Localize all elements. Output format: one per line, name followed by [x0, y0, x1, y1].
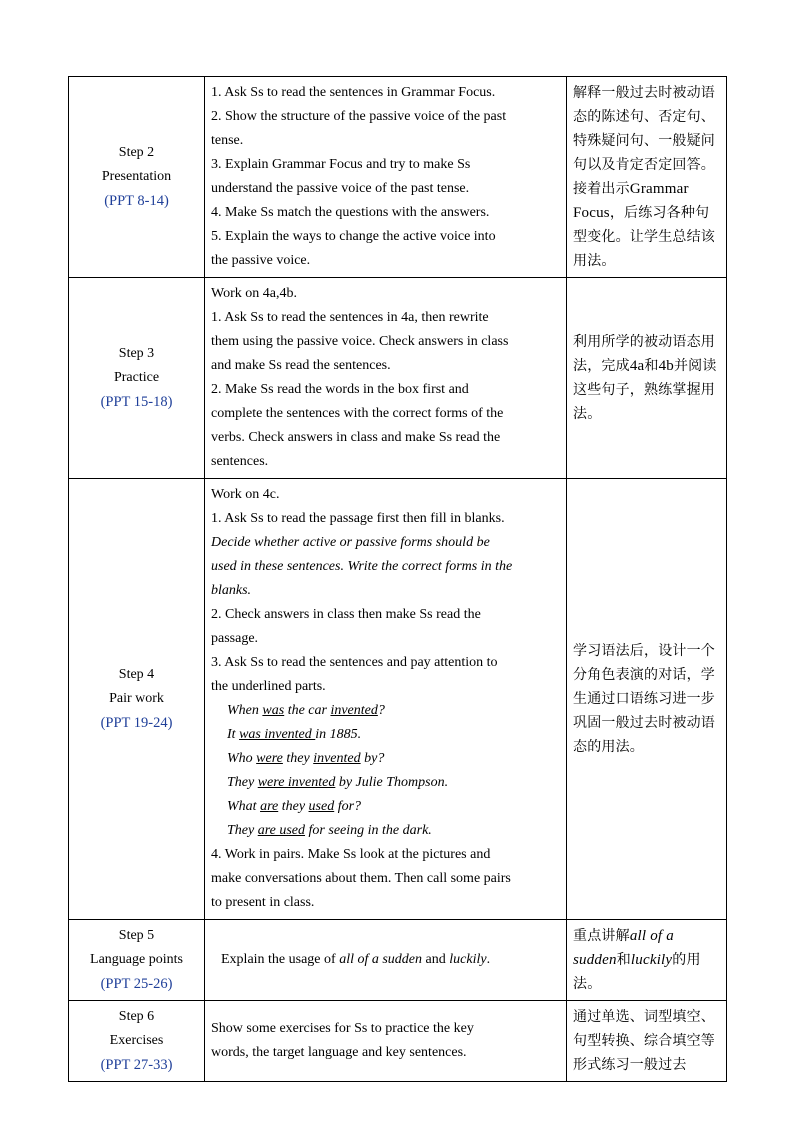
design-note-cell: [567, 77, 727, 278]
procedure-line: Show some exercises for Ss to practice the key: [211, 1021, 474, 1036]
instruction-line: Decide whether active or passive forms should be: [211, 535, 490, 550]
example-sentence: What are they used for?: [227, 799, 362, 814]
example-sentence: Who were they invented by?: [227, 751, 385, 766]
procedure-line: sentences.: [211, 454, 269, 469]
instruction-line: used in these sentences. Write the correct forms in the: [211, 559, 513, 574]
procedure-line: 5. Explain the ways to change the active voice into: [211, 229, 496, 244]
step-number: Step 3: [118, 346, 155, 361]
table-row: [69, 77, 727, 278]
procedure-line: Work on 4c.: [211, 487, 280, 502]
procedure-line: verbs. Check answers in class and make Ss read the: [211, 430, 501, 445]
example-sentence: When was the car invented?: [227, 703, 385, 718]
ppt-range: (PPT 19-24): [100, 715, 173, 731]
procedure-cell: Explain the usage of all of a sudden and luckily.: [205, 920, 567, 1001]
table-row: [69, 479, 727, 920]
step-name: Practice: [113, 370, 160, 385]
procedure-cell: [205, 77, 567, 278]
procedure-line: to present in class.: [211, 895, 315, 910]
design-note: 通过单选、词型填空、句型转换、综合填空等形式练习一般过去: [573, 1009, 715, 1073]
ppt-range: (PPT 27-33): [100, 1057, 173, 1073]
procedure-line: them using the passive voice. Check answers in class: [211, 334, 509, 349]
procedure-line: Work on 4a,4b.: [211, 286, 297, 301]
step-number: Step 4: [118, 667, 155, 682]
procedure-cell: [205, 479, 567, 920]
example-sentence: They are used for seeing in the dark.: [227, 823, 432, 838]
design-note-cell: [567, 278, 727, 479]
procedure-line: 3. Ask Ss to read the sentences and pay attention to: [211, 655, 498, 670]
step-name: Exercises: [109, 1033, 164, 1048]
design-note-en: Grammar Focus: [573, 181, 689, 221]
procedure-line: 1. Ask Ss to read the sentences in 4a, then rewrite: [211, 310, 489, 325]
step-cell: [69, 1001, 205, 1082]
step-cell: [69, 77, 205, 278]
ppt-range: (PPT 15-18): [100, 394, 173, 410]
step-name: Presentation: [101, 169, 172, 184]
ppt-range: (PPT 8-14): [104, 193, 169, 209]
step-name: Pair work: [109, 691, 164, 706]
procedure-line: 2. Check answers in class then make Ss read the: [211, 607, 481, 622]
example-sentence: It was invented in 1885.: [227, 727, 362, 742]
procedure-line: 2. Make Ss read the words in the box first and: [211, 382, 469, 397]
step-cell: [69, 278, 205, 479]
design-note-cell: [567, 1001, 727, 1082]
design-note: 和: [644, 358, 659, 374]
design-note-cell: [567, 479, 727, 920]
step-number: Step 5: [118, 928, 155, 943]
design-note: 并阅读这些句子，熟练掌握用法。: [573, 358, 717, 422]
procedure-line: 4. Make Ss match the questions with the answers.: [211, 205, 490, 220]
procedure-line: the passive voice.: [211, 253, 311, 268]
design-note: 学习语法后，设计一个分角色表演的对话，学生通过口语练习进一步巩固一般过去时被动语态的用法。: [573, 643, 715, 755]
design-note-en: 4b: [658, 358, 674, 374]
design-note-cell: 重点讲解all of a sudden和luckily的用法。: [567, 920, 727, 1001]
table-row: [69, 278, 727, 479]
step-name: Language points: [90, 952, 183, 967]
procedure-line: and make Ss read the sentences.: [211, 358, 391, 373]
procedure-line: 1. Ask Ss to read the sentences in Grammar Focus.: [211, 85, 496, 100]
procedure-line: 3. Explain Grammar Focus and try to make Ss: [211, 157, 471, 172]
procedure-cell: [205, 278, 567, 479]
instruction-line: blanks.: [211, 583, 252, 598]
procedure-cell: [205, 1001, 567, 1082]
procedure-line: words, the target language and key sentences.: [211, 1045, 467, 1060]
design-note: ，后练习各种句型变化。让学生总结该用法。: [573, 205, 715, 269]
procedure-line: passage.: [211, 631, 259, 646]
design-note: 解释一般过去时被动语态的陈述句、否定句、特殊疑问句、一般疑问句以及肯定否定回答。接着出示: [573, 85, 715, 197]
step-cell: [69, 920, 205, 1001]
procedure-line: 2. Show the structure of the passive voice of the past: [211, 109, 507, 124]
procedure-line: tense.: [211, 133, 244, 148]
step-number: Step 2: [118, 145, 155, 160]
procedure-line: the underlined parts.: [211, 679, 326, 694]
design-note: 利用所学的被动语态用法，完成: [573, 334, 715, 374]
procedure-line: 1. Ask Ss to read the passage first then fill in blanks.: [211, 511, 505, 526]
table-row: [69, 1001, 727, 1082]
procedure-line: understand the passive voice of the past tense.: [211, 181, 470, 196]
step-cell: [69, 479, 205, 920]
lesson-plan-table: [68, 76, 727, 1082]
procedure-line: 4. Work in pairs. Make Ss look at the pictures and: [211, 847, 491, 862]
step-number: Step 6: [118, 1009, 155, 1024]
table-row: [69, 920, 727, 1001]
example-sentence: They were invented by Julie Thompson.: [227, 775, 449, 790]
design-note-en: 4a: [629, 358, 645, 374]
procedure-line: make conversations about them. Then call some pairs: [211, 871, 511, 886]
ppt-range: (PPT 25-26): [100, 976, 173, 992]
procedure-line: complete the sentences with the correct forms of the: [211, 406, 504, 421]
